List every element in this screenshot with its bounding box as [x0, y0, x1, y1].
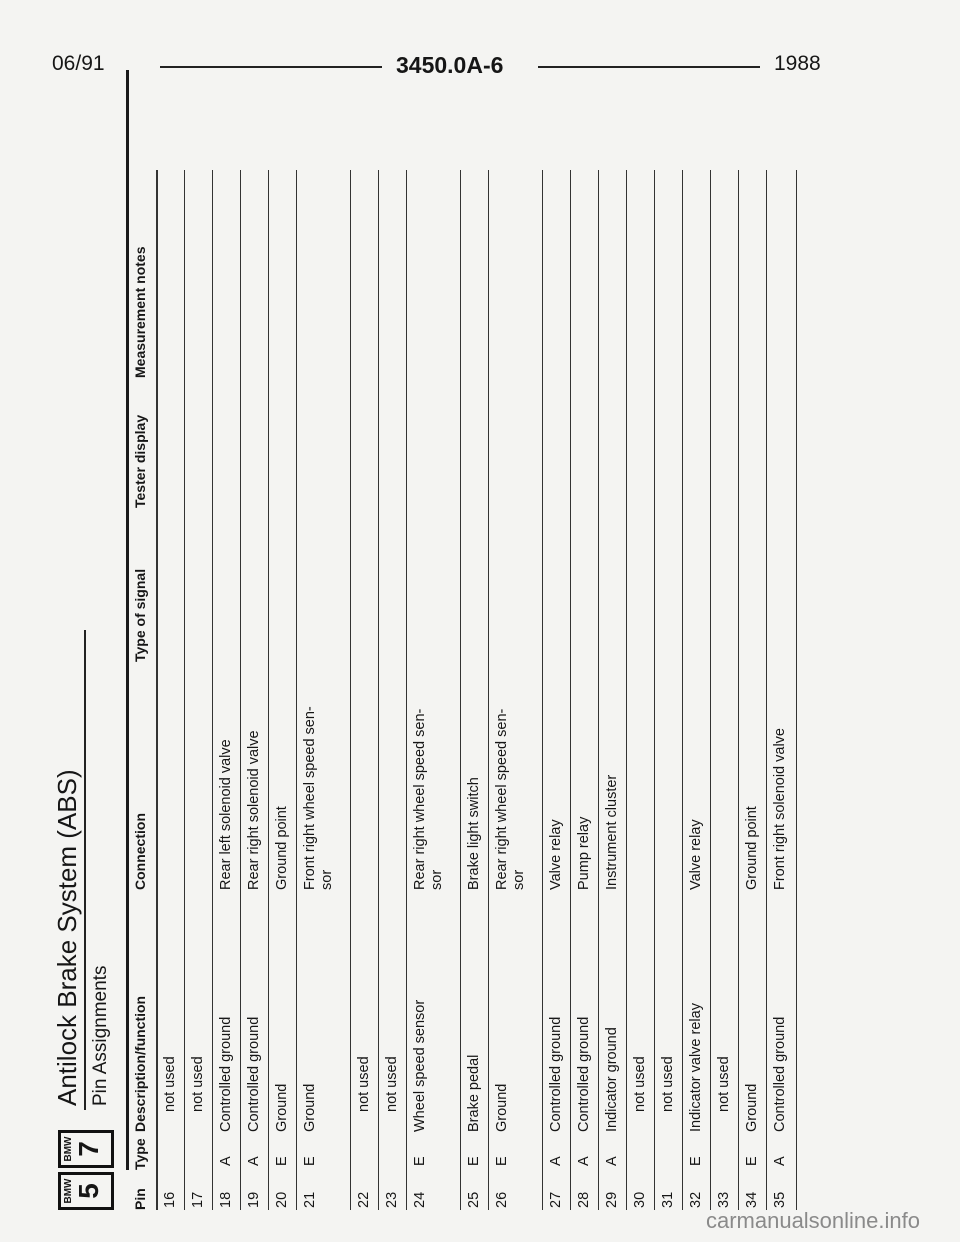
rotated-page	[40, 110, 788, 1210]
pin-connection: Valve relay	[688, 819, 704, 890]
pin-description: Ground	[274, 1083, 290, 1132]
row-divider	[488, 170, 489, 1210]
bmw-logo-block-5	[58, 1172, 114, 1210]
row-divider	[268, 170, 269, 1210]
pin-connection: Front right wheel speed sen- sor	[302, 706, 335, 890]
row-divider	[796, 170, 797, 1210]
header-date: 06/91	[52, 52, 105, 75]
col-header-notes: Measurement notes	[132, 246, 148, 378]
pin-type: A	[218, 1156, 234, 1166]
pin-description: Brake pedal	[466, 1054, 482, 1132]
col-header-connection: Connection	[132, 813, 148, 890]
pin-type: E	[688, 1156, 704, 1166]
pin-type: E	[302, 1156, 318, 1166]
pin-description: Ground	[744, 1083, 760, 1132]
pin-number: 22	[356, 1191, 372, 1208]
row-divider	[598, 170, 599, 1210]
pin-description: Wheel speed sensor	[412, 999, 428, 1132]
pin-connection: Front right solenoid valve	[772, 728, 788, 890]
pin-connection: Rear right wheel speed sen- sor	[412, 708, 445, 890]
page-title: Antilock Brake System (ABS)	[52, 769, 82, 1106]
pin-number: 30	[632, 1191, 648, 1208]
pin-connection: Pump relay	[576, 816, 592, 890]
row-divider	[570, 170, 571, 1210]
row-divider	[654, 170, 655, 1210]
pin-type: E	[412, 1156, 428, 1166]
pin-number: 25	[466, 1191, 482, 1208]
pin-description: not used	[190, 1056, 206, 1112]
footer-watermark: carmanualsonline.info	[705, 1208, 920, 1233]
pin-number: 16	[162, 1191, 178, 1208]
pin-description: Controlled ground	[576, 1016, 592, 1132]
row-divider	[710, 170, 711, 1210]
pin-number: 33	[716, 1191, 732, 1208]
col-header-pin: Pin	[132, 1188, 148, 1210]
pin-number: 31	[660, 1191, 676, 1208]
pin-type: E	[274, 1156, 290, 1166]
pin-connection: Ground point	[274, 806, 290, 890]
col-header-tester: Tester display	[132, 414, 148, 508]
pin-number: 35	[772, 1191, 788, 1208]
row-divider	[350, 170, 351, 1210]
title-underline	[84, 630, 86, 1110]
pin-description: not used	[716, 1056, 732, 1112]
pin-description: Ground	[302, 1083, 318, 1132]
pin-connection: Brake light switch	[466, 777, 482, 890]
logo-brand: BMW	[63, 1136, 74, 1162]
pin-type: A	[548, 1156, 564, 1166]
bmw-logo	[58, 1126, 114, 1210]
row-divider	[240, 170, 241, 1210]
pin-type: A	[246, 1156, 262, 1166]
row-divider	[406, 170, 407, 1210]
pin-number: 32	[688, 1191, 704, 1208]
pin-description: not used	[384, 1056, 400, 1112]
pin-number: 29	[604, 1191, 620, 1208]
logo-brand: BMW	[63, 1178, 74, 1204]
pin-description: Indicator valve relay	[688, 1003, 704, 1132]
pin-description: Controlled ground	[548, 1016, 564, 1132]
pin-number: 24	[412, 1191, 428, 1208]
pin-description: Ground	[494, 1083, 510, 1132]
pin-number: 18	[218, 1191, 234, 1208]
pin-description: Indicator ground	[604, 1027, 620, 1132]
row-divider	[766, 170, 767, 1210]
pin-description: not used	[660, 1056, 676, 1112]
row-divider	[296, 170, 297, 1210]
page-subtitle: Pin Assignments	[90, 965, 111, 1106]
pin-type: E	[494, 1156, 510, 1166]
bmw-logo-block-7	[58, 1130, 114, 1168]
pin-description: Controlled ground	[246, 1016, 262, 1132]
pin-type: E	[744, 1156, 760, 1166]
row-divider	[184, 170, 185, 1210]
pin-connection: Instrument cluster	[604, 774, 620, 890]
pin-description: Controlled ground	[772, 1016, 788, 1132]
pin-connection: Rear left solenoid valve	[218, 739, 234, 890]
row-divider	[738, 170, 739, 1210]
pin-type: E	[466, 1156, 482, 1166]
logo-series-7: 7	[73, 1141, 104, 1157]
table-header-rule	[156, 170, 158, 1210]
pin-number: 34	[744, 1191, 760, 1208]
pin-connection: Rear right wheel speed sen- sor	[494, 708, 527, 890]
pin-type: A	[604, 1156, 620, 1166]
pin-number: 21	[302, 1191, 318, 1208]
row-divider	[682, 170, 683, 1210]
pin-description: Controlled ground	[218, 1016, 234, 1132]
col-header-description: Description/function	[132, 995, 148, 1132]
header-year: 1988	[774, 52, 821, 75]
pin-connection: Ground point	[744, 806, 760, 890]
row-divider	[378, 170, 379, 1210]
pin-description: not used	[356, 1056, 372, 1112]
pin-number: 26	[494, 1191, 510, 1208]
header-rule-right	[538, 66, 760, 68]
logo-series-5: 5	[73, 1183, 104, 1199]
pin-type: A	[772, 1156, 788, 1166]
header-rule-left	[160, 66, 382, 68]
pin-number: 23	[384, 1191, 400, 1208]
pin-number: 19	[246, 1191, 262, 1208]
pin-number: 17	[190, 1191, 206, 1208]
row-divider	[212, 170, 213, 1210]
pin-connection: Rear right solenoid valve	[246, 730, 262, 890]
pin-connection: Valve relay	[548, 819, 564, 890]
row-divider	[460, 170, 461, 1210]
pin-description: not used	[632, 1056, 648, 1112]
pin-number: 20	[274, 1191, 290, 1208]
pin-description: not used	[162, 1056, 178, 1112]
row-divider	[626, 170, 627, 1210]
header-doc-number: 3450.0A-6	[396, 52, 504, 78]
pin-type: A	[576, 1156, 592, 1166]
col-header-type: Type	[132, 1138, 148, 1170]
pin-number: 27	[548, 1191, 564, 1208]
col-header-signal: Type of signal	[132, 568, 148, 662]
row-divider	[542, 170, 543, 1210]
pin-number: 28	[576, 1191, 592, 1208]
